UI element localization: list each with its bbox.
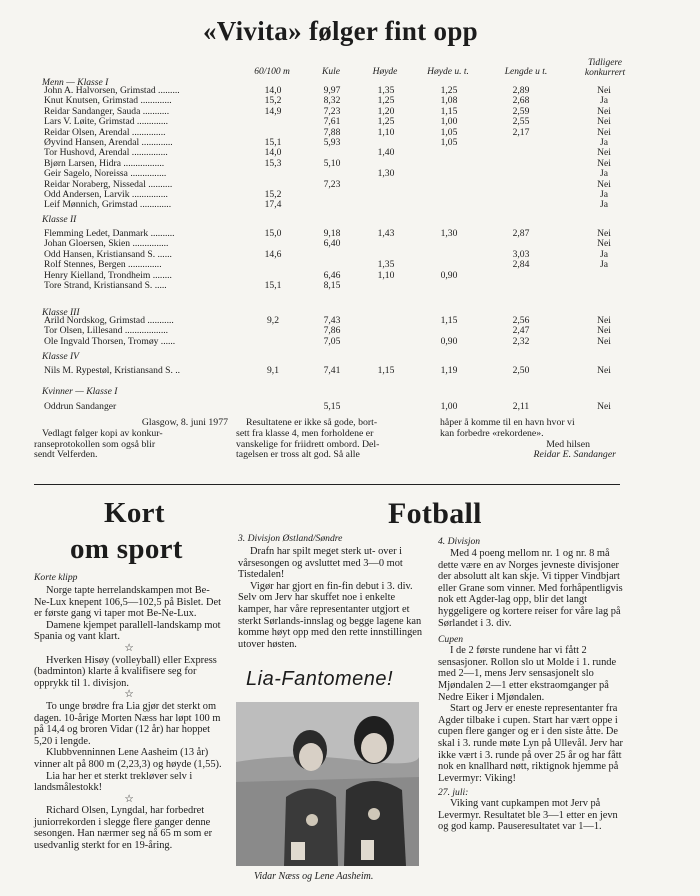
athlete-name: John A. Halvorsen, Grimstad ......... bbox=[44, 85, 180, 96]
cell-hoyde: 1,25 bbox=[377, 116, 395, 128]
athlete-name: Knut Knutsen, Grimstad ............. bbox=[44, 95, 172, 107]
cell-kule: 7,86 bbox=[323, 325, 341, 337]
cell-hut: 1,08 bbox=[440, 95, 458, 107]
cell-hut: 0,90 bbox=[440, 335, 458, 347]
cell-hoyde: 1,20 bbox=[377, 105, 395, 117]
cell-hut: 1,00 bbox=[440, 116, 458, 128]
fotball-subhead-3div: 3. Divisjon Østland/Søndre bbox=[238, 533, 343, 544]
cell-tid: Nei bbox=[597, 116, 611, 128]
cell-tid: Nei bbox=[597, 325, 611, 337]
cell-m: 14,0 bbox=[264, 85, 282, 96]
cell-hoyde: 1,30 bbox=[377, 168, 395, 180]
athlete-name: Geir Sagelo, Noreissa ............... bbox=[44, 168, 167, 180]
cell-hoyde: 1,15 bbox=[377, 365, 395, 376]
col-header-hoyde: Høyde bbox=[372, 67, 398, 77]
result-row bbox=[0, 169, 700, 179]
cell-m: 15,2 bbox=[264, 189, 282, 200]
cell-m: 15,0 bbox=[264, 228, 282, 239]
article-title: «Vivita» følger fint opp bbox=[203, 16, 478, 46]
lia-caption: Lia-Fantomene! bbox=[246, 668, 394, 690]
star-icon: ☆ bbox=[124, 793, 134, 805]
fotball-subhead-cupen: Cupen bbox=[438, 634, 464, 646]
cell-kule: 7,43 bbox=[323, 315, 341, 326]
result-row bbox=[0, 337, 700, 347]
col-header-hoyde-ut: Høyde u. t. bbox=[427, 67, 469, 77]
athlete-name: Oddrun Sandanger bbox=[44, 401, 117, 412]
cell-tid: Nei bbox=[597, 401, 611, 412]
cell-lut: 2,47 bbox=[512, 325, 530, 337]
athlete-name: Reidar Noraberg, Nissedal .......... bbox=[44, 178, 173, 190]
cell-kule: 6,40 bbox=[323, 238, 341, 250]
cell-tid: Ja bbox=[600, 189, 608, 200]
cell-hoyde: 1,10 bbox=[377, 126, 395, 138]
cell-lut: 2,17 bbox=[512, 126, 530, 138]
cell-lut: 2,84 bbox=[512, 259, 530, 271]
athlete-name: Odd Hansen, Kristiansand S. ...... bbox=[44, 248, 172, 260]
cell-m: 14,0 bbox=[264, 147, 282, 159]
cell-tid: Nei bbox=[597, 238, 611, 250]
cell-kule: 5,93 bbox=[323, 137, 341, 148]
cell-lut: 2,68 bbox=[512, 95, 530, 107]
fotball-subhead-date: 27. juli: bbox=[438, 787, 469, 799]
cell-lut: 3,03 bbox=[512, 248, 530, 260]
cell-kule: 7,41 bbox=[323, 365, 341, 376]
result-row bbox=[0, 117, 700, 127]
cell-kule: 6,46 bbox=[323, 269, 341, 281]
athlete-name: Reidar Sandanger, Sauda ........... bbox=[44, 105, 170, 117]
cell-kule: 7,05 bbox=[323, 335, 341, 347]
cell-m: 9,1 bbox=[267, 365, 279, 376]
footer-right: håper å komme til en havn hvor vi kan forbedre «rekordene». Med hilsen Reidar E. Sandanger bbox=[440, 417, 616, 461]
athlete-name: Odd Andersen, Larvik ............... bbox=[44, 189, 168, 200]
athlete-name: Nils M. Rypestøl, Kristiansand S. .. bbox=[44, 365, 181, 376]
footer-left: Glasgow, 8. juni 1977 Vedlagt følger kopi av konkur- ranseprotokollen som også blir sendt Velferden. bbox=[34, 417, 228, 461]
cell-hut: 1,30 bbox=[440, 228, 458, 239]
fotball-subhead-4div: 4. Divisjon bbox=[438, 536, 481, 547]
cell-lut: 2,89 bbox=[512, 85, 530, 96]
cell-hoyde: 1,10 bbox=[377, 269, 395, 281]
cell-kule: 5,15 bbox=[323, 401, 341, 412]
cell-hoyde: 1,25 bbox=[377, 95, 395, 107]
result-row bbox=[0, 200, 700, 210]
athlete-name: Tor Hushovd, Arendal ............... bbox=[44, 147, 168, 159]
cell-kule: 7,88 bbox=[323, 126, 341, 138]
cell-lut: 2,50 bbox=[512, 365, 530, 376]
cell-tid: Nei bbox=[597, 105, 611, 117]
cell-m: 17,4 bbox=[264, 199, 282, 211]
athlete-name: Johan Gloersen, Skien ............... bbox=[44, 238, 169, 250]
athlete-name: Leif Mønnich, Grimstad ............. bbox=[44, 199, 172, 211]
cell-lut: 2,59 bbox=[512, 105, 530, 117]
cell-hoyde: 1,35 bbox=[377, 85, 395, 96]
fotball-title: Fotball bbox=[388, 497, 482, 530]
cell-hut: 1,15 bbox=[440, 315, 458, 326]
cell-m: 14,9 bbox=[264, 105, 282, 117]
group-label: Klasse III bbox=[42, 307, 80, 318]
cell-kule: 7,23 bbox=[323, 178, 341, 190]
cell-lut: 2,56 bbox=[512, 315, 530, 326]
cell-hoyde: 1,35 bbox=[377, 259, 395, 271]
cell-tid: Ja bbox=[600, 95, 608, 107]
cell-hut: 1,05 bbox=[440, 126, 458, 138]
cell-kule: 9,18 bbox=[323, 228, 341, 239]
cell-kule: 5,10 bbox=[323, 157, 341, 169]
cell-kule: 9,97 bbox=[323, 85, 341, 96]
athlete-name: Arild Nordskog, Grimstad ........... bbox=[44, 315, 174, 326]
kort-title-line2: om sport bbox=[70, 533, 183, 565]
cell-kule: 7,61 bbox=[323, 116, 341, 128]
kort-title-line1: Kort bbox=[104, 497, 165, 529]
cell-hut: 1,15 bbox=[440, 105, 458, 117]
col-header-kule: Kule bbox=[322, 67, 340, 77]
cell-tid: Nei bbox=[597, 126, 611, 138]
cell-hut: 1,25 bbox=[440, 85, 458, 96]
photo-vidar-lene bbox=[236, 702, 419, 866]
cell-lut: 2,32 bbox=[512, 335, 530, 347]
cell-m: 15,1 bbox=[264, 280, 282, 291]
athlete-name: Tor Olsen, Lillesand .................. bbox=[44, 325, 169, 337]
athlete-name: Bjørn Larsen, Hidra ................. bbox=[44, 157, 165, 169]
cell-tid: Nei bbox=[597, 228, 611, 239]
cell-hut: 1,19 bbox=[440, 365, 458, 376]
footer-middle: Resultatene er ikke så gode, bort- sett fra klasse 4, men forholdene er vanskelige for friidrett ombord. Del- tagelsen er tross alt god. Så alle bbox=[236, 417, 380, 461]
athlete-name: Flemming Ledet, Danmark .......... bbox=[44, 228, 175, 239]
athlete-name: Lars V. Løite, Grimstad ............. bbox=[44, 116, 169, 128]
cell-tid: Nei bbox=[597, 85, 611, 96]
cell-tid: Nei bbox=[597, 147, 611, 159]
cell-tid: Ja bbox=[600, 137, 608, 148]
section-divider bbox=[34, 484, 620, 485]
cell-tid: Ja bbox=[600, 259, 608, 271]
result-row bbox=[0, 366, 700, 376]
athlete-name: Rolf Stennes, Bergen .............. bbox=[44, 259, 162, 271]
col-header-60-100m: 60/100 m bbox=[254, 67, 290, 77]
col-header-tidligere: Tidligere konkurrert bbox=[584, 58, 626, 78]
cell-kule: 8,15 bbox=[323, 280, 341, 291]
photo-illustration bbox=[236, 702, 419, 866]
cell-m: 15,1 bbox=[264, 137, 282, 148]
star-icon: ☆ bbox=[124, 642, 134, 654]
star-icon: ☆ bbox=[124, 689, 134, 701]
group-label: Kvinner — Klasse I bbox=[42, 386, 118, 397]
cell-m: 9,2 bbox=[267, 315, 279, 326]
kort-subhead: Korte klipp bbox=[34, 572, 78, 583]
photo-caption: Vidar Næss og Lene Aasheim. bbox=[254, 871, 374, 882]
cell-hoyde: 1,40 bbox=[377, 147, 395, 159]
fotball-col2-body: Med 4 poeng mellom nr. 1 og nr. 8 må dette være en av Norges jevneste divisjoner der absolutt alt kan skje. Vi tipper Vindbjart eller Grane som vinner. Med forhåpentligvis nok ett Agder-lag opp, blir det langt hyggeligere og kortere reiser for våre lag på Sørlandet i 3. div. Cupen I de 2 første rundene har vi fått 2 sensasjoner. Rollon slo ut Molde i 1. runde med 2—1, mens Jerv sensasjonelt slo Mjøndalen 2—1 etter ekstraomganger på Nedre Eiker i Mjøndalen. Start og Jerv er eneste representanter fra Agder tilbake i cupen. Start har vært oppe i cupen flere ganger og er i den siste åtte. De skal i 3. runde møte Lyn på Ullevål. Jerv har ikke vært i 3. runde på over 25 år og har fått nok en knallhard nøtt, riktignok hjemme på Levermyr: Viking! 27. juli: Viking vant cupkampen mot Jerv på Levermyr. Resultatet ble 3—1 etter en jevn og god kamp. Pauseresultatet var 1—1. bbox=[438, 548, 630, 833]
cell-m: 15,3 bbox=[264, 157, 282, 169]
cell-tid: Nei bbox=[597, 315, 611, 326]
cell-kule: 7,23 bbox=[323, 105, 341, 117]
cell-lut: 2,55 bbox=[512, 116, 530, 128]
group-label: Klasse IV bbox=[42, 351, 80, 362]
result-row bbox=[0, 402, 700, 412]
cell-hoyde: 1,43 bbox=[377, 228, 395, 239]
kort-body: Norge tapte herrelandskampen mot Be-Ne-Lux knepent 106,5—102,5 på Bislet. Det er første gang vi taper mot Be-Ne-Lux. Damene kjempet parallell-landskamp mot Spania og vant klart. ☆ Hverken Hisøy (volleyball) eller Express (badminton) klarte å kvalifisere seg for opprykk til 1. divisjon. ☆ To unge brødre fra Lia gjør det sterkt om dagen. 10-årige Morten Næss har løpt 100 m på 14,4 og broren Vidar (12 år) har hoppet 5,20 i lengde. Klubbvenninnen Lene Aasheim (13 år) vinner alt på 800 m (2,23,3) og høyde (1,55). Lia har her et sterkt trekløver selv i landsmålestokk! ☆ Richard Olsen, Lyngdal, har forbedret juniorrekorden i slegge flere ganger denne sesongen. Han nærmer seg nå 65 m som er usedvanlig sterkt for en 19-åring. bbox=[34, 585, 224, 852]
athlete-name: Øyvind Hansen, Arendal ............. bbox=[44, 137, 173, 148]
cell-hut: 0,90 bbox=[440, 269, 458, 281]
cell-m: 15,2 bbox=[264, 95, 282, 107]
result-row bbox=[0, 326, 700, 336]
result-row bbox=[0, 281, 700, 291]
cell-lut: 2,11 bbox=[512, 401, 530, 412]
col-header-lengde-ut: Lengde u t. bbox=[504, 67, 548, 77]
athlete-name: Reidar Olsen, Arendal .............. bbox=[44, 126, 166, 138]
cell-hut: 1,00 bbox=[440, 401, 458, 412]
cell-kule: 8,32 bbox=[323, 95, 341, 107]
cell-tid: Ja bbox=[600, 248, 608, 260]
result-row bbox=[0, 239, 700, 249]
cell-tid: Ja bbox=[600, 199, 608, 211]
cell-tid: Ja bbox=[600, 168, 608, 180]
result-row bbox=[0, 148, 700, 158]
cell-m: 14,6 bbox=[264, 248, 282, 260]
result-row bbox=[0, 96, 700, 106]
cell-hut: 1,05 bbox=[440, 137, 458, 148]
fotball-col1-body: Drafn har spilt meget sterk ut- over i vårsesongen og avsluttet med 3—0 mot Tistedalen! Vigør har gjort en fin-fin debut i 3. div. Selv om Jerv har skuffet noe i enkelte kamper, har våre representanter utgjort et sterkt Sørlands-innslag og begge lagene kan komme høyt opp med den rette innstillingen utover høsten. bbox=[238, 546, 423, 650]
result-row bbox=[0, 260, 700, 270]
group-label: Menn — Klasse I bbox=[42, 77, 109, 88]
cell-lut: 2,87 bbox=[512, 228, 530, 239]
athlete-name: Ole Ingvald Thorsen, Tromøy ...... bbox=[44, 335, 176, 347]
athlete-name: Henry Kielland, Trondheim ........ bbox=[44, 269, 172, 281]
group-label: Klasse II bbox=[42, 214, 77, 225]
cell-tid: Nei bbox=[597, 178, 611, 190]
cell-tid: Nei bbox=[597, 335, 611, 347]
athlete-name: Tore Strand, Kristiansand S. ..... bbox=[44, 280, 167, 291]
cell-tid: Nei bbox=[597, 157, 611, 169]
cell-tid: Nei bbox=[597, 365, 611, 376]
